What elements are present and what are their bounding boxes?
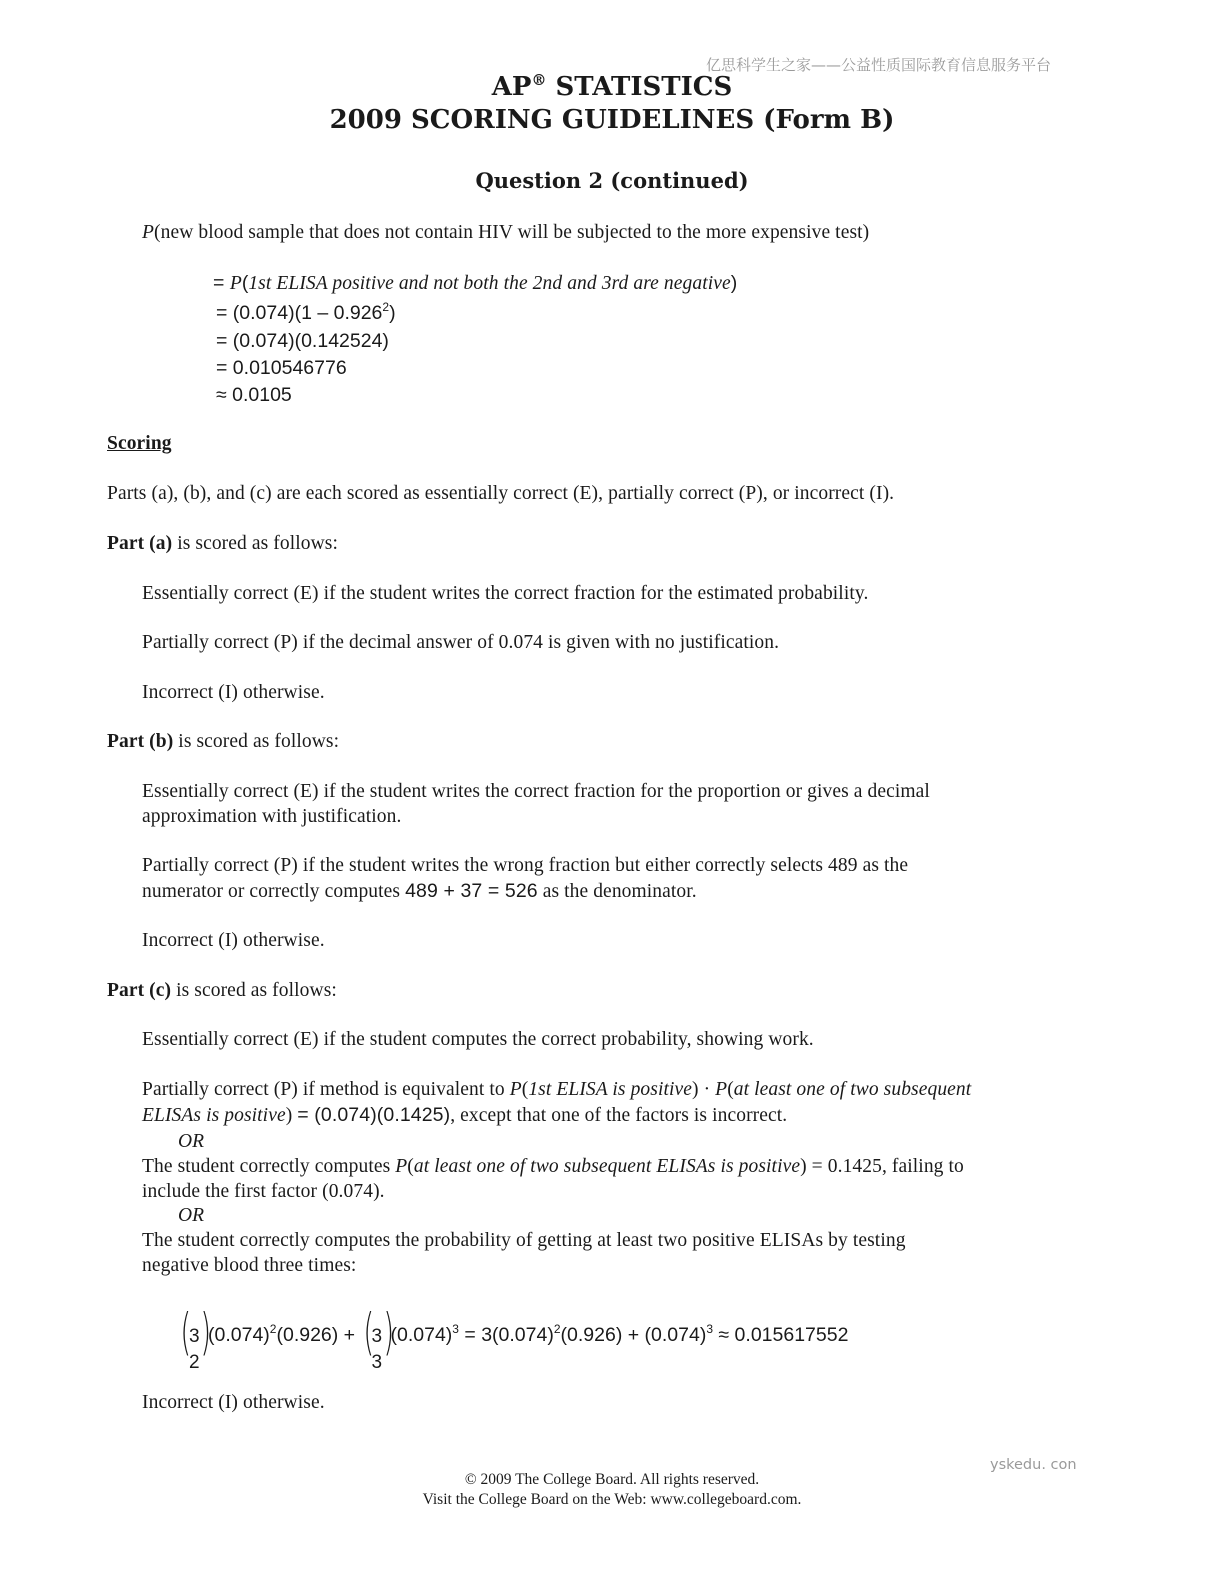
prob-step-3: = (0.074)(0.142524)	[216, 330, 389, 352]
binomial-formula: ( 3 2 ) $(0.074)^2(0.926)$ + ( 3 3 ) $(0.074)^3 = 3(0.074)^2(0.926) + (0.074)^3 \approx 0.015617552$	[178, 1308, 848, 1362]
part-a-partial: Partially correct (P) if the decimal answer of 0.074 is given with no justification.	[142, 632, 780, 653]
page-title	[0, 72, 1224, 102]
part-a-essential: Essentially correct (E) if the student writes the correct fraction for the estimated probability.	[142, 583, 869, 604]
prob-step-4: = 0.010546776	[216, 357, 347, 379]
prob-step-2: = (0.074)(1 – 0.926$^2$)	[216, 300, 396, 324]
part-b-partial-line2: numerator or correctly computes 489 + 37 = 526 as the denominator.	[142, 880, 697, 902]
part-a-heading: Part (a) is scored as follows:	[107, 533, 338, 554]
binomial-coefficient-1: ( 3 2 )	[180, 1302, 212, 1373]
binomial-coefficient-2: ( 3 3 )	[362, 1302, 394, 1373]
part-c-partial-line1: Partially correct (P) if method is equivalent to P(1st ELISA is positive) · P(at least one of two subsequent	[142, 1079, 972, 1100]
prob-step-5: ≈ 0.0105	[216, 384, 292, 406]
part-b-essential-line2: approximation with justification.	[142, 806, 402, 827]
page-subtitle: 2009 SCORING GUIDELINES (Form B)	[329, 105, 895, 135]
title-statistics: STATISTICS	[546, 72, 733, 102]
part-c-alt1-line2: include the first factor (0.074).	[142, 1181, 385, 1202]
or-divider-2: OR	[178, 1205, 205, 1226]
part-a-incorrect: Incorrect (I) otherwise.	[142, 682, 325, 703]
part-b-heading: Part (b) is scored as follows:	[107, 731, 340, 752]
part-c-partial-line2: ELISAs is positive) = (0.074)(0.1425), except that one of the factors is incorrect.	[142, 1104, 788, 1126]
part-c-incorrect: Incorrect (I) otherwise.	[142, 1392, 325, 1413]
part-c-alt1-line1: The student correctly computes P(at least one of two subsequent ELISAs is positive) = 0.1425, failing to	[142, 1156, 964, 1177]
watermark-top: 亿思科学生之家——公益性质国际教育信息服务平台	[706, 56, 1052, 74]
part-c-heading: Part (c) is scored as follows:	[107, 980, 337, 1001]
prob-step-1: = P(1st ELISA positive and not both the 2nd and 3rd are negative)	[213, 272, 738, 294]
part-b-essential-line1: Essentially correct (E) if the student writes the correct fraction for the proportion or gives a decimal	[142, 781, 930, 802]
part-c-alt2-line2: negative blood three times:	[142, 1255, 357, 1276]
part-c-alt2-line1: The student correctly computes the probability of getting at least two positive ELISAs by testing	[142, 1230, 906, 1251]
title-ap: AP	[491, 72, 532, 102]
footer-copyright: © 2009 The College Board. All rights reserved.	[464, 1471, 760, 1488]
part-b-partial-line1: Partially correct (P) if the student writes the wrong fraction but either correctly selects 489 as the	[142, 855, 909, 876]
scoring-intro: Parts (a), (b), and (c) are each scored as essentially correct (E), partially correct (P), or incorrect (I).	[107, 483, 895, 504]
question-heading: Question 2 (continued)	[475, 168, 749, 193]
registered-mark: ®	[531, 71, 547, 89]
prob-intro: P(new blood sample that does not contain HIV will be subjected to the more expensive test)	[142, 222, 870, 243]
part-b-incorrect: Incorrect (I) otherwise.	[142, 930, 325, 951]
scoring-heading: Scoring	[107, 433, 172, 454]
footer-website: Visit the College Board on the Web: www.collegeboard.com.	[422, 1491, 802, 1508]
or-divider-1: OR	[178, 1131, 205, 1152]
watermark-bottom: yskedu. con	[990, 1457, 1077, 1473]
part-c-essential: Essentially correct (E) if the student computes the correct probability, showing work.	[142, 1029, 814, 1050]
